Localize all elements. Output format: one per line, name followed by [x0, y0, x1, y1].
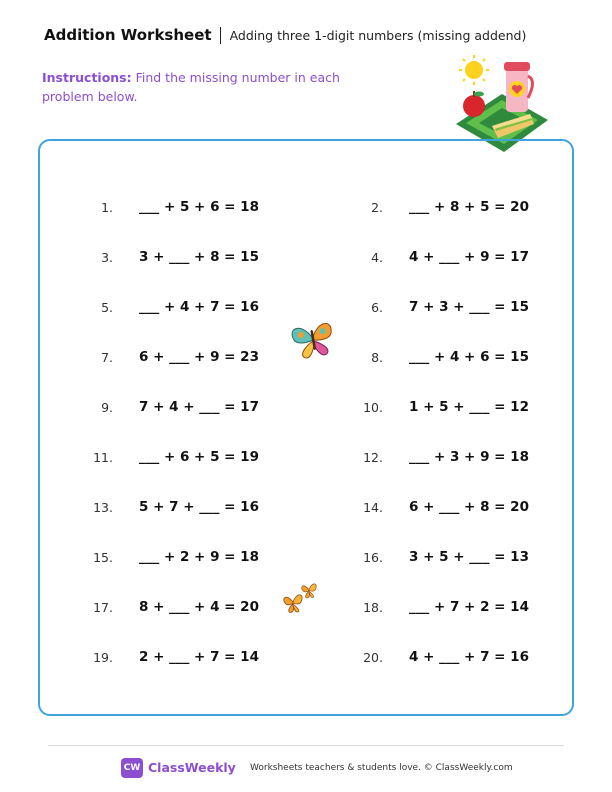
problem-equation: 7 + 4 + ___ = 17 [139, 399, 259, 415]
problem-equation: 4 + ___ + 7 = 16 [409, 649, 529, 665]
instructions-text: Find the missing number in each problem below. [42, 70, 340, 104]
problem-item [85, 597, 259, 617]
classweekly-logo-icon: CW [121, 758, 143, 778]
problem-number: 10. [363, 399, 383, 415]
problem-number: 20. [363, 649, 383, 665]
problem-item [85, 347, 259, 367]
problem-item [85, 647, 259, 667]
problem-item [85, 447, 259, 467]
problem-number: 3. [101, 249, 113, 265]
butterflies-icon [281, 580, 323, 616]
problem-item [85, 247, 259, 267]
problem-equation: 7 + 3 + ___ = 15 [409, 299, 529, 315]
problem-equation: 6 + ___ + 8 = 20 [409, 499, 529, 515]
problem-equation: ___ + 4 + 6 = 15 [409, 349, 529, 365]
problem-number: 18. [363, 599, 383, 615]
problem-item [355, 497, 529, 517]
problem-number: 2. [371, 199, 383, 215]
problem-equation: ___ + 7 + 2 = 14 [409, 599, 529, 615]
title-separator [220, 27, 221, 44]
instructions [42, 68, 342, 106]
problem-item [355, 197, 529, 217]
problem-equation: 4 + ___ + 9 = 17 [409, 249, 529, 265]
butterfly-icon [288, 318, 338, 362]
problem-equation: 6 + ___ + 9 = 23 [139, 349, 259, 365]
problem-number: 14. [363, 499, 383, 515]
problem-number: 1. [101, 199, 113, 215]
problem-number: 19. [93, 649, 113, 665]
problem-number: 4. [371, 249, 383, 265]
problem-equation: 2 + ___ + 7 = 14 [139, 649, 259, 665]
footer [0, 758, 612, 780]
problem-number: 12. [363, 449, 383, 465]
problem-item [355, 347, 529, 367]
problem-equation: ___ + 3 + 9 = 18 [409, 449, 529, 465]
problem-equation: ___ + 5 + 6 = 18 [139, 199, 259, 215]
problem-item [85, 497, 259, 517]
problem-equation: 8 + ___ + 4 = 20 [139, 599, 259, 615]
problem-item [355, 447, 529, 467]
problem-item [355, 597, 529, 617]
footer-divider [48, 745, 564, 746]
problem-number: 16. [363, 549, 383, 565]
problem-number: 13. [93, 499, 113, 515]
problem-item [85, 197, 259, 217]
problem-number: 9. [101, 399, 113, 415]
problem-item [355, 647, 529, 667]
problem-equation: 3 + 5 + ___ = 13 [409, 549, 529, 565]
problem-equation: ___ + 6 + 5 = 19 [139, 449, 259, 465]
footer-tagline: Worksheets teachers & students love. © ClassWeekly.com [250, 763, 513, 773]
worksheet-subtitle: Adding three 1-digit numbers (missing addend) [229, 27, 527, 43]
problem-item [355, 397, 529, 417]
worksheet-header [44, 26, 526, 44]
problem-number: 11. [93, 449, 113, 465]
problem-equation: 3 + ___ + 8 = 15 [139, 249, 259, 265]
problem-number: 7. [101, 349, 113, 365]
problem-item [85, 547, 259, 567]
problem-item [355, 247, 529, 267]
problem-number: 6. [371, 299, 383, 315]
problem-item [355, 547, 529, 567]
problem-item [85, 297, 259, 317]
problem-equation: ___ + 8 + 5 = 20 [409, 199, 529, 215]
problem-number: 17. [93, 599, 113, 615]
problem-item [85, 397, 259, 417]
problem-item [355, 297, 529, 317]
instructions-label: Instructions: [42, 70, 132, 85]
worksheet-title: Addition Worksheet [44, 26, 212, 44]
problem-equation: 5 + 7 + ___ = 16 [139, 499, 259, 515]
problem-number: 5. [101, 299, 113, 315]
problem-equation: 1 + 5 + ___ = 12 [409, 399, 529, 415]
problem-number: 15. [93, 549, 113, 565]
problems-box [38, 139, 574, 716]
problem-equation: ___ + 4 + 7 = 16 [139, 299, 259, 315]
problem-number: 8. [371, 349, 383, 365]
brand-name: ClassWeekly [148, 760, 236, 775]
problem-equation: ___ + 2 + 9 = 18 [139, 549, 259, 565]
